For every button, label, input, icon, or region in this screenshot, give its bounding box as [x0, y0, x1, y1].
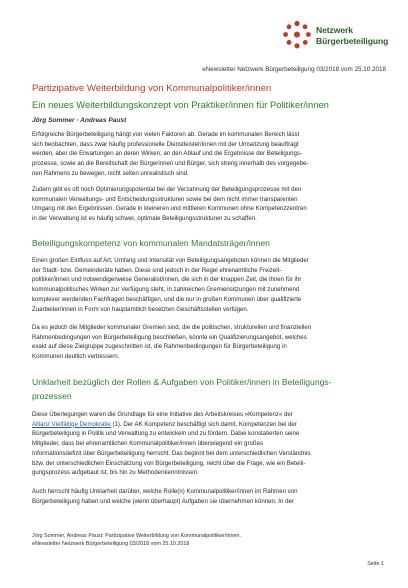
text-line: Bürgerbeteiligung haben und welche (wenn überhaupt) Aufgaben sie übernehmen können. In der [32, 497, 294, 505]
logo-mark-icon [282, 20, 312, 50]
text-line: exakt auf diese Zielgruppe zugeschnitten ist, die Rahmenbedingungen für Bürgerbeteiligung in [32, 343, 287, 351]
section-heading-1 [32, 236, 270, 250]
text-line: Einen großen Einfluss auf Art, Umfang und Intensität von Beteiligungsangeboten können die Mitglieder [32, 257, 309, 264]
heading-text: Unklarheit bezüglich der Rollen & Aufgaben von Politiker/innen in Beteiligungs- [32, 377, 332, 387]
text-fragment: (1). Der AK Kompetenz beschäftigt sich damit, Kompetenzen bei der [110, 420, 297, 428]
issue-line: eNewsletter Netzwerk Bürgerbeteiligung 03/2018 vom 25.10.2018 [202, 66, 386, 73]
section-heading-2 [32, 375, 332, 403]
text-line: bzw. der unterschiedlichen Einschätzung von Bürgerbeteiligung, reicht über die Frage, wie ein Beteili- [32, 459, 306, 467]
logo-text-line2: Bürgerbeteiligung [316, 36, 389, 46]
page-footer [32, 532, 241, 548]
footer-citation: Jörg Sommer, Andreas Paust: Partizipative Weiterbildung von Kommunalpolitiker/innen. [32, 533, 242, 539]
section1-paragraph-2 [32, 323, 378, 362]
text-line: Kommunen deutlich verbessern. [32, 353, 120, 361]
text-line: Informationsdefizit über Bürgerbeteiligung herrscht. Das beginnt bei dem unterschiedlichen Verständnis [32, 449, 311, 457]
intro-paragraph-2 [32, 185, 378, 224]
text-line: Zudem gibt es oft noch Optimierungspotential bei der Verzahnung der Beteiligungsprozesse mit den [32, 186, 302, 193]
text-line: Rahmenbedingungen von Bürgerbeteiligung beschließen, könnte ein Qualifizierungsangebot, welches [32, 333, 307, 341]
text-line: komplexer werdenden Fachfragen beschäftigen, und die nur in großen Kommunen über qualifizierte [32, 295, 302, 303]
section2-paragraph-1 [32, 410, 378, 478]
text-line: Da es jedoch die Mitglieder kommunaler Gremien sind, die die politischen, strukturellen und finanziellen [32, 324, 312, 331]
section1-paragraph-1 [32, 256, 378, 314]
text-line [32, 420, 378, 430]
text-line: Mitglieder, dass bei ehrenamtlichen Kommunalpolitiker/innen überwiegend ein großes [32, 440, 264, 448]
section2-paragraph-2 [32, 487, 378, 506]
text-line: politiker/innen und notwendigerweise Generalist/innen, die sich in der knappen Zeit, die ihnen für ihr [32, 276, 302, 284]
text-line: sich beobachten, dass zwar häufig professionelle Dienstleister/innen mit der Umsetzung beauftragt [32, 140, 299, 148]
text-line: der Stadt- bzw. Gemeinderäte haben. Diese sind jedoch in der Regel ehrenamtliche Freizeit- [32, 266, 282, 274]
text-line: in der Verwaltung ist es häufig schwer, optimale Beteiligungsstrukturen zu schaffen. [32, 215, 257, 223]
text-line: Diese Überlegungen waren die Grundlage für eine Initiative des Arbeitskreises »Kompetenz« der [32, 411, 293, 418]
text-line: gungsprozess aufgebaut ist, bis hin zu Methodenkenntnissen. [32, 469, 199, 477]
text-line: werden, aber die Erwartungen an deren Wirken, an den Ablauf und die Ergebnisse der Beteiligungs- [32, 150, 302, 158]
page-number: Seite 1 [367, 561, 384, 567]
text-line: Erfolgreiche Bürgerbeteiligung hängt von vielen Faktoren ab. Gerade im kommunalen Bereich lässt [32, 131, 300, 138]
text-line: Umgang mit den Ergebnissen. Gerade in kleineren und mittleren Kommunen ohne Kompetenzzentren [32, 205, 307, 213]
text-line: prozesse, sowie an die Bereitschaft der Bürgerinnen und Bürger, sich streng innerhalb des vorgegebe- [32, 160, 309, 168]
allianz-link[interactable]: Allianz Vielfältige Demokratie [32, 420, 111, 428]
article-authors: Jörg Sommer · Andreas Paust [32, 117, 127, 124]
text-line: Bürgerbeteiligung in Politik und Verwaltung zu entwickeln und zu fördern. Dabei konstatierten seine [32, 430, 300, 438]
intro-paragraph-1 [32, 130, 378, 179]
netzwerk-logo[interactable] [282, 18, 392, 58]
article-subtitle: Ein neues Weiterbildungskonzept von Praktiker/innen für Politiker/innen [32, 99, 329, 110]
text-line: nen Rahmens zu bewegen, nicht selten unrealistisch sind. [32, 169, 189, 177]
footer-issue: eNewsletter Netzwerk Bürgerbeteiligung 03/2018 vom 25.10.2018 [32, 541, 190, 547]
text-line: Auch herrscht häufig Unklarheit darüber, welche Rolle(n) Kommunalpolitiker/innen im Rahmen von [32, 488, 298, 495]
logo-text-line1: Netzwerk [316, 25, 353, 35]
text-line: kommunalen Verwaltungs- und Entscheidungsstrukturen sowie bei dem nicht immer transparenten [32, 195, 298, 203]
heading-text: prozessen [32, 391, 72, 401]
text-line: kommunalpolitisches Wirken zur Verfügung steht, in zahlreichen Gremiensitzungen mit zunehmend [32, 286, 300, 294]
text-line: Zuarbeiter/innen in Form von hauptamtlich besetzten Geschäftsstellen verfügen. [32, 305, 249, 313]
article-title: Partizipative Weiterbildung von Kommunalpolitiker/innen [32, 83, 272, 94]
heading-text: Beteiligungskompetenz von kommunalen Mandatsträger/innen [32, 238, 270, 248]
